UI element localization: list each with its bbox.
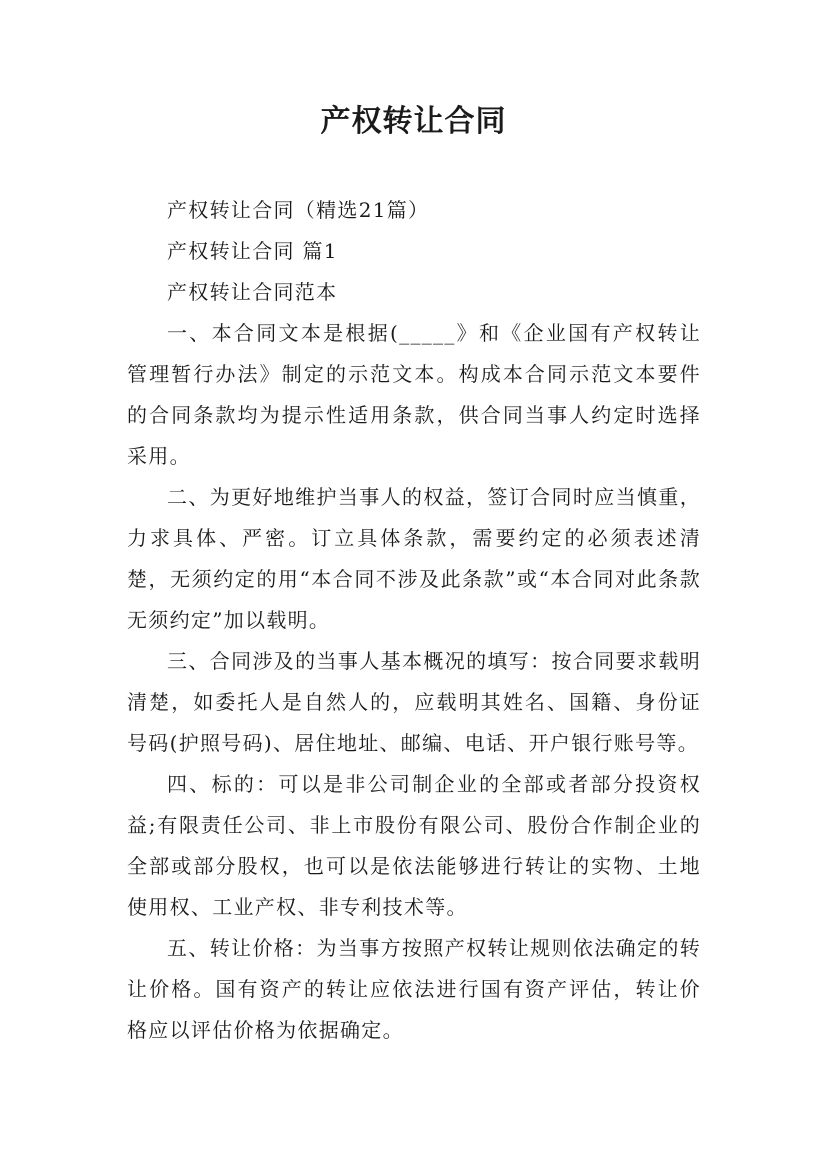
paragraph-clause-5: 五、转让价格：为当事方按照产权转让规则依法确定的转让价格。国有资产的转让应依法进行国有资产评估，转让价格应以评估价格为依据确定。 (127, 936, 701, 1042)
paragraph-clause-1: 一、本合同文本是根据(_____》和《企业国有产权转让管理暂行办法》制定的示范文本。构成本合同示范文本要件的合同条款均为提示性适用条款，供合同当事人约定时选择采用。 (127, 321, 701, 468)
document-body (127, 190, 701, 1051)
paragraph-clause-2: 二、为更好地维护当事人的权益，签订合同时应当慎重，力求具体、严密。订立具体条款，需要约定的必须表述清楚，无须约定的用“本合同不涉及此条款”或“本合同对此条款无须约定”加以载明。 (127, 485, 701, 632)
document-title: 产权转让合同 (320, 104, 507, 139)
paragraph-clause-4: 四、标的：可以是非公司制企业的全部或者部分投资权益;有限责任公司、非上市股份有限公司、股份合作制企业的全部或部分股权，也可以是依法能够进行转让的实物、土地使用权、工业产权、非专利技术等。 (127, 772, 701, 919)
paragraph-template-heading: 产权转让合同范本 (167, 280, 338, 304)
paragraph-clause-3: 三、合同涉及的当事人基本概况的填写：按合同要求载明清楚，如委托人是自然人的，应载明其姓名、国籍、身份证号码(护照号码)、居住地址、邮编、电话、开户银行账号等。 (127, 649, 701, 755)
paragraph-subtitle: 产权转让合同（精选21篇） (167, 198, 430, 222)
paragraph-section-heading: 产权转让合同 篇1 (167, 239, 338, 263)
